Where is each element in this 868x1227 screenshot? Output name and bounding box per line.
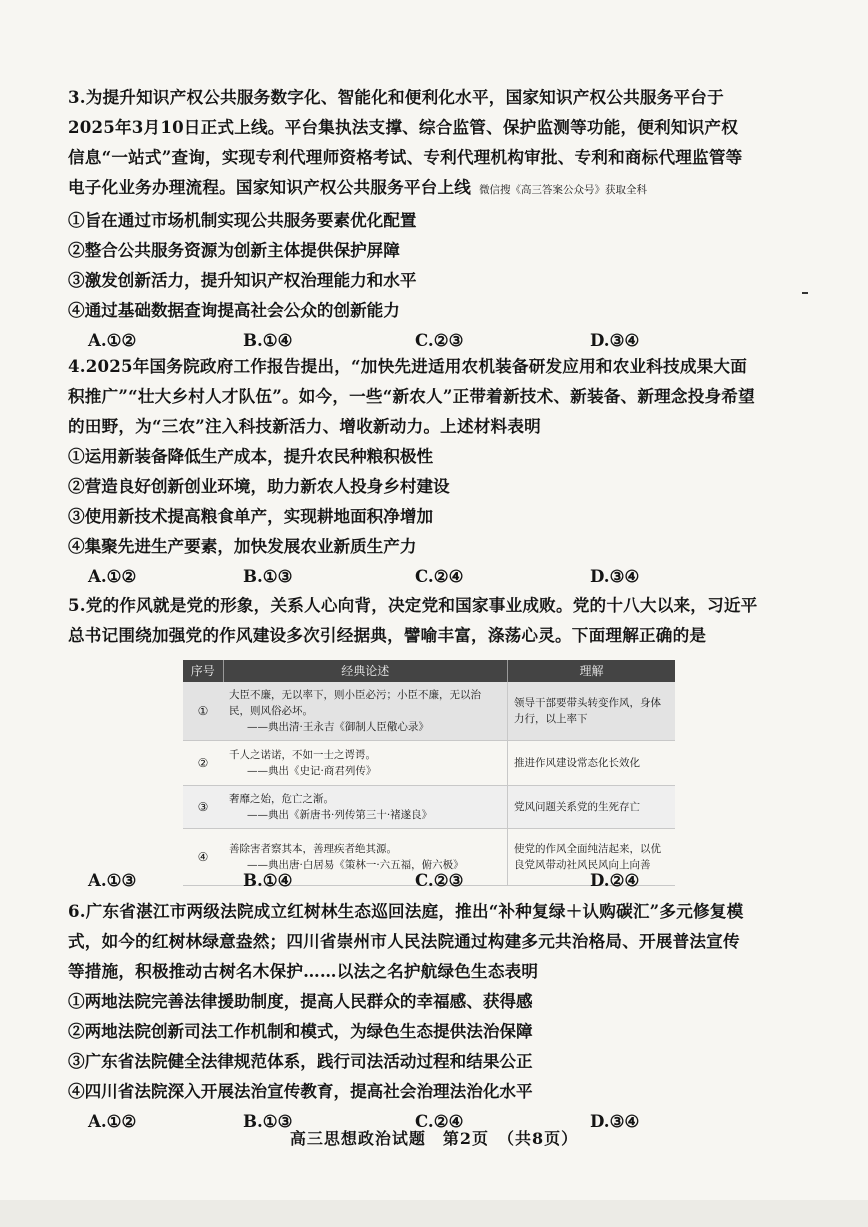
table-row — [183, 741, 675, 786]
question-6 — [68, 896, 808, 1136]
quote-source: ——典出《史记·商君列传》 — [247, 765, 377, 777]
question-5 — [68, 590, 808, 650]
statement: ①运用新装备降低生产成本，提升农民种粮积极性 — [68, 446, 434, 466]
quote-text: 大臣不廉，无以率下，则小臣必污；小臣不廉，无以治民，则风俗必坏。 — [229, 689, 481, 717]
statement: ①两地法院完善法律援助制度，提高人民群众的幸福感、获得感 — [68, 991, 533, 1011]
quote-text: 善除害者察其本，善理疾者绝其源。 — [229, 843, 397, 855]
stray-mark — [802, 292, 808, 294]
statement: ④集聚先进生产要素，加快发展农业新质生产力 — [68, 536, 417, 556]
statement: ②两地法院创新司法工作机制和模式，为绿色生态提供法治保障 — [68, 1021, 533, 1041]
option-d: D.③④ — [590, 566, 640, 586]
scan-edge — [0, 1200, 868, 1227]
table-header-quote: 经典论述 — [223, 660, 508, 682]
option-c: C.②③ — [415, 870, 464, 890]
question-4 — [68, 351, 808, 591]
row-number: ② — [183, 741, 223, 786]
statement: ④通过基础数据查询提高社会公众的创新能力 — [68, 300, 400, 320]
question-stem: 3.为提升知识产权公共服务数字化、智能化和便利化水平，国家知识产权公共服务平台于 2025年3月10日正式上线。平台集执法支撑、综合监管、保护监测等功能，便利知识产权 信息“一站式”查询，实现专利代理师资格考试、专利代理机构审批、专利和商标代理监管等 电子化业务办理流程。国家知识产权公共服务平台上线 微信搜《高三答案公众号》获取全科 — [68, 87, 743, 197]
watermark-note: 微信搜《高三答案公众号》获取全科 — [479, 184, 648, 196]
table-row — [183, 682, 675, 741]
meaning-cell: 推进作风建设常态化长效化 — [508, 741, 676, 786]
statement: ②整合公共服务资源为创新主体提供保护屏障 — [68, 240, 400, 260]
option-c: C.②③ — [415, 330, 464, 350]
row-number: ① — [183, 682, 223, 741]
quote-text: 奢靡之始，危亡之渐。 — [229, 793, 334, 805]
option-a: A.①② — [88, 566, 137, 586]
page-footer: 高三思想政治试题 第2页 （共8页） — [289, 1129, 579, 1148]
row-number: ③ — [183, 786, 223, 829]
option-b: B.①④ — [243, 870, 293, 890]
meaning-cell: 使党的作风全面纯洁起来，以优良党风带动社风民风向上向善 — [508, 829, 676, 886]
quote-cell — [223, 682, 508, 741]
statement: ②营造良好创新创业环境，助力新农人投身乡村建设 — [68, 476, 450, 496]
option-a: A.①③ — [88, 870, 137, 890]
quote-source: ——典出《新唐书·列传第三十·褚遂良》 — [247, 809, 433, 821]
table-row — [183, 786, 675, 829]
statement: ③激发创新活力，提升知识产权治理能力和水平 — [68, 270, 417, 290]
question-stem: 4.2025年国务院政府工作报告提出，“加快先进适用农机装备研发应用和农业科技成果大面 积推广”“壮大乡村人才队伍”。如今，一些“新农人”正带着新技术、新装备、新理念投身希望 的田野，为“三农”注入科技新活力、增收新动力。上述材料表明 — [68, 356, 755, 436]
meaning-cell: 党风问题关系党的生死存亡 — [508, 786, 676, 829]
answer-options — [68, 561, 808, 591]
row-number: ④ — [183, 829, 223, 886]
answer-options — [68, 865, 808, 895]
option-c: C.②④ — [415, 566, 464, 586]
quote-source: ——典出唐·白居易《策林一·六五福，俯六极》 — [247, 859, 464, 871]
table-header-meaning: 理解 — [508, 660, 676, 682]
option-d: D.③④ — [590, 330, 640, 350]
quotes-table — [183, 660, 675, 886]
quote-source: ——典出清·王永吉《御制人臣儆心录》 — [247, 721, 429, 733]
quote-cell — [223, 786, 508, 829]
question-stem: 5.党的作风就是党的形象，关系人心向背，决定党和国家事业成败。党的十八大以来，习近平 总书记围绕加强党的作风建设多次引经据典，譬喻丰富，涤荡心灵。下面理解正确的是 — [68, 595, 758, 645]
option-d: D.②④ — [590, 870, 640, 890]
option-d: D.③④ — [590, 1111, 640, 1131]
statement: ④四川省法院深入开展法治宣传教育，提高社会治理法治化水平 — [68, 1081, 533, 1101]
statement: ①旨在通过市场机制实现公共服务要素优化配置 — [68, 210, 417, 230]
option-b: B.①③ — [243, 1111, 293, 1131]
statement: ③广东省法院健全法律规范体系，践行司法活动过程和结果公正 — [68, 1051, 533, 1071]
table-header-no: 序号 — [183, 660, 223, 682]
option-a: A.①② — [88, 330, 137, 350]
question-5-options — [68, 865, 808, 895]
option-c: C.②④ — [415, 1111, 464, 1131]
option-b: B.①④ — [243, 330, 293, 350]
option-b: B.①③ — [243, 566, 293, 586]
quote-cell — [223, 741, 508, 786]
quote-text: 千人之诺诺，不如一士之谔谔。 — [229, 749, 376, 761]
question-stem: 6.广东省湛江市两级法院成立红树林生态巡回法庭，推出“补种复绿＋认购碳汇”多元修复模 式，如今的红树林绿意盎然；四川省崇州市人民法院通过构建多元共治格局、开展普法宣传 等措施，积极推动古树名木保护……以法之名护航绿色生态表明 — [68, 901, 744, 981]
question-3 — [68, 82, 808, 355]
statement: ③使用新技术提高粮食单产，实现耕地面积净增加 — [68, 506, 434, 526]
meaning-cell: 领导干部要带头转变作风，身体力行，以上率下 — [508, 682, 676, 741]
option-a: A.①② — [88, 1111, 137, 1131]
